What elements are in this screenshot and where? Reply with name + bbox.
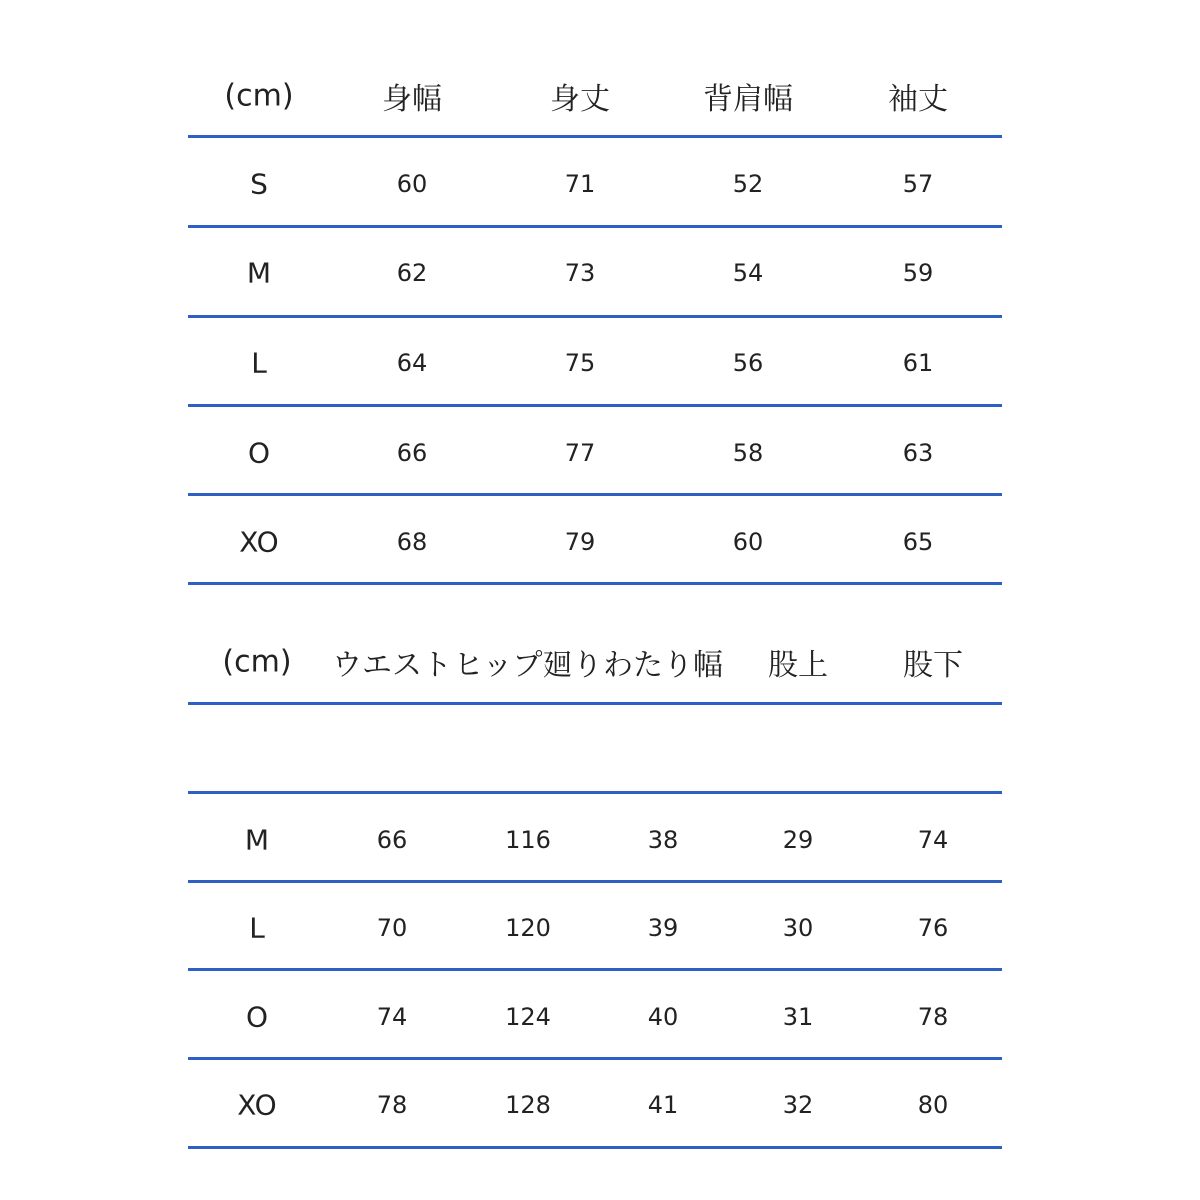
row-divider bbox=[188, 1057, 1002, 1060]
column-header: 股下 bbox=[903, 648, 963, 683]
table-cell: 54 bbox=[732, 259, 764, 287]
row-divider bbox=[188, 582, 1002, 585]
column-header: ウエスト bbox=[332, 648, 452, 683]
row-divider bbox=[188, 135, 1002, 138]
table-cell: 70 bbox=[376, 914, 408, 942]
column-header: わたり幅 bbox=[603, 648, 723, 683]
table-cell: 68 bbox=[396, 528, 428, 556]
table-cell: 62 bbox=[396, 259, 428, 287]
size-label: O bbox=[245, 1000, 269, 1034]
column-header: (cm) bbox=[224, 78, 294, 114]
table-cell: 78 bbox=[376, 1091, 408, 1119]
column-header: 身丈 bbox=[550, 82, 610, 117]
table-cell: 29 bbox=[782, 826, 814, 854]
column-header: 股上 bbox=[768, 648, 828, 683]
table-cell: 66 bbox=[376, 826, 408, 854]
column-header: (cm) bbox=[222, 644, 292, 680]
table-cell: 124 bbox=[505, 1003, 551, 1031]
table-cell: 75 bbox=[564, 349, 596, 377]
size-label: S bbox=[250, 167, 268, 201]
table-cell: 71 bbox=[564, 170, 596, 198]
table-cell: 73 bbox=[564, 259, 596, 287]
table-cell: 76 bbox=[917, 914, 949, 942]
row-divider bbox=[188, 968, 1002, 971]
row-divider bbox=[188, 225, 1002, 228]
table-cell: 64 bbox=[396, 349, 428, 377]
table-cell: 79 bbox=[564, 528, 596, 556]
row-divider bbox=[188, 702, 1002, 705]
row-divider bbox=[188, 404, 1002, 407]
table-cell: 60 bbox=[396, 170, 428, 198]
size-label: M bbox=[244, 823, 270, 857]
table-cell: 80 bbox=[917, 1091, 949, 1119]
table-cell: 77 bbox=[564, 439, 596, 467]
size-label: XO bbox=[239, 525, 279, 559]
table-cell: 60 bbox=[732, 528, 764, 556]
row-divider bbox=[188, 315, 1002, 318]
table-cell: 65 bbox=[902, 528, 934, 556]
table-cell: 40 bbox=[647, 1003, 679, 1031]
column-header: ヒップ廻り bbox=[453, 648, 603, 683]
table-cell: 31 bbox=[782, 1003, 814, 1031]
table-cell: 56 bbox=[732, 349, 764, 377]
size-label: M bbox=[246, 256, 272, 290]
table-cell: 116 bbox=[505, 826, 551, 854]
table-cell: 59 bbox=[902, 259, 934, 287]
table-cell: 66 bbox=[396, 439, 428, 467]
column-header: 背肩幅 bbox=[703, 82, 793, 117]
column-header: 身幅 bbox=[382, 82, 442, 117]
size-label: L bbox=[251, 346, 267, 380]
table-cell: 74 bbox=[917, 826, 949, 854]
table-cell: 30 bbox=[782, 914, 814, 942]
size-label: O bbox=[247, 436, 271, 470]
table-cell: 39 bbox=[647, 914, 679, 942]
table-cell: 52 bbox=[732, 170, 764, 198]
table-cell: 41 bbox=[647, 1091, 679, 1119]
table-cell: 63 bbox=[902, 439, 934, 467]
table-cell: 57 bbox=[902, 170, 934, 198]
row-divider bbox=[188, 880, 1002, 883]
table-cell: 61 bbox=[902, 349, 934, 377]
column-header: 袖丈 bbox=[888, 82, 948, 117]
table-cell: 128 bbox=[505, 1091, 551, 1119]
table-cell: 32 bbox=[782, 1091, 814, 1119]
row-divider bbox=[188, 791, 1002, 794]
row-divider bbox=[188, 1146, 1002, 1149]
size-label: XO bbox=[237, 1088, 277, 1122]
row-divider bbox=[188, 493, 1002, 496]
table-cell: 58 bbox=[732, 439, 764, 467]
size-label: L bbox=[249, 911, 265, 945]
table-cell: 74 bbox=[376, 1003, 408, 1031]
table-cell: 120 bbox=[505, 914, 551, 942]
table-cell: 78 bbox=[917, 1003, 949, 1031]
table-cell: 38 bbox=[647, 826, 679, 854]
